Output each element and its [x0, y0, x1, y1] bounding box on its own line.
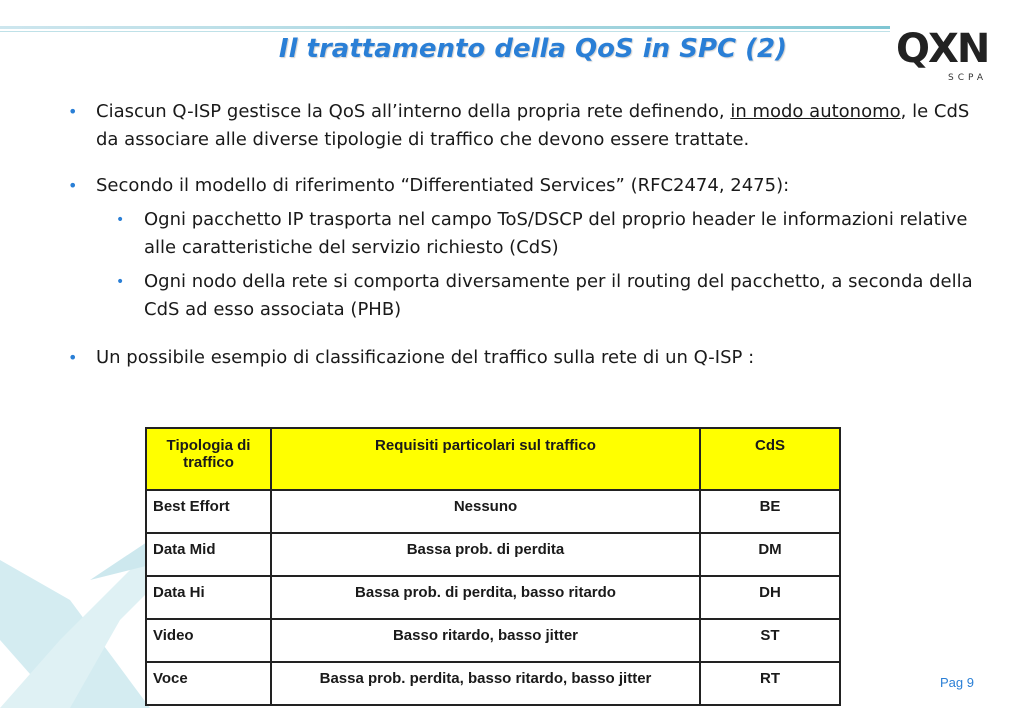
- cell-requisiti: Basso ritardo, basso jitter: [271, 619, 700, 662]
- slide-content: [68, 98, 978, 372]
- table-header-row: [146, 428, 840, 490]
- cell-requisiti: Bassa prob. di perdita, basso ritardo: [271, 576, 700, 619]
- cell-cds: DH: [700, 576, 840, 619]
- underlined-text: in modo autonomo: [730, 101, 901, 122]
- bullet-dot-icon: •: [68, 176, 78, 195]
- bullet-1: • Ciascun Q-ISP gestisce la QoS all’interno della propria rete definendo, in modo autonomo, le CdS da associare alle diverse tipologie di traffico che devono essere trattate.: [68, 98, 978, 154]
- sub-bullet-2: • Ogni nodo della rete si comporta diversamente per il routing del pacchetto, a seconda della CdS ad esso associata (PHB): [116, 268, 978, 324]
- page-number: Pag 9: [940, 675, 974, 690]
- header-requisiti: Requisiti particolari sul traffico: [271, 428, 700, 490]
- bullet-3: • Un possibile esempio di classificazione del traffico sulla rete di un Q-ISP :: [68, 344, 978, 372]
- logo-sub: SCPA: [948, 73, 988, 83]
- logo-word: QXN: [896, 26, 989, 72]
- header-tipologia: Tipologia di traffico: [146, 428, 271, 490]
- bullet-dot-icon: •: [68, 102, 78, 121]
- cell-requisiti: Nessuno: [271, 490, 700, 533]
- bullet-dot-icon: •: [116, 212, 125, 228]
- cell-requisiti: Bassa prob. di perdita: [271, 533, 700, 576]
- qxn-logo: [896, 26, 1000, 86]
- bullet-dot-icon: •: [68, 348, 78, 367]
- bullet-dot-icon: •: [116, 274, 125, 290]
- table-row: [146, 533, 840, 576]
- table-row: [146, 662, 840, 705]
- table-row: [146, 619, 840, 662]
- cell-cds: DM: [700, 533, 840, 576]
- traffic-classification-table: [145, 427, 841, 706]
- page-title: Il trattamento della QoS in SPC (2): [278, 34, 787, 64]
- sub-bullet-1: • Ogni pacchetto IP trasporta nel campo ToS/DSCP del proprio header le informazioni relative alle caratteristiche del servizio richiesto (CdS): [116, 206, 978, 262]
- cell-cds: BE: [700, 490, 840, 533]
- cell-requisiti: Bassa prob. perdita, basso ritardo, basso jitter: [271, 662, 700, 705]
- header-cds: CdS: [700, 428, 840, 490]
- table-row: [146, 576, 840, 619]
- bullet-2: • Secondo il modello di riferimento “Differentiated Services” (RFC2474, 2475):: [68, 172, 978, 200]
- table-row: [146, 490, 840, 533]
- cell-cds: ST: [700, 619, 840, 662]
- cell-cds: RT: [700, 662, 840, 705]
- cell-tipologia: Best Effort: [146, 490, 271, 533]
- cell-tipologia: Data Hi: [146, 576, 271, 619]
- cell-tipologia: Voce: [146, 662, 271, 705]
- cell-tipologia: Video: [146, 619, 271, 662]
- cell-tipologia: Data Mid: [146, 533, 271, 576]
